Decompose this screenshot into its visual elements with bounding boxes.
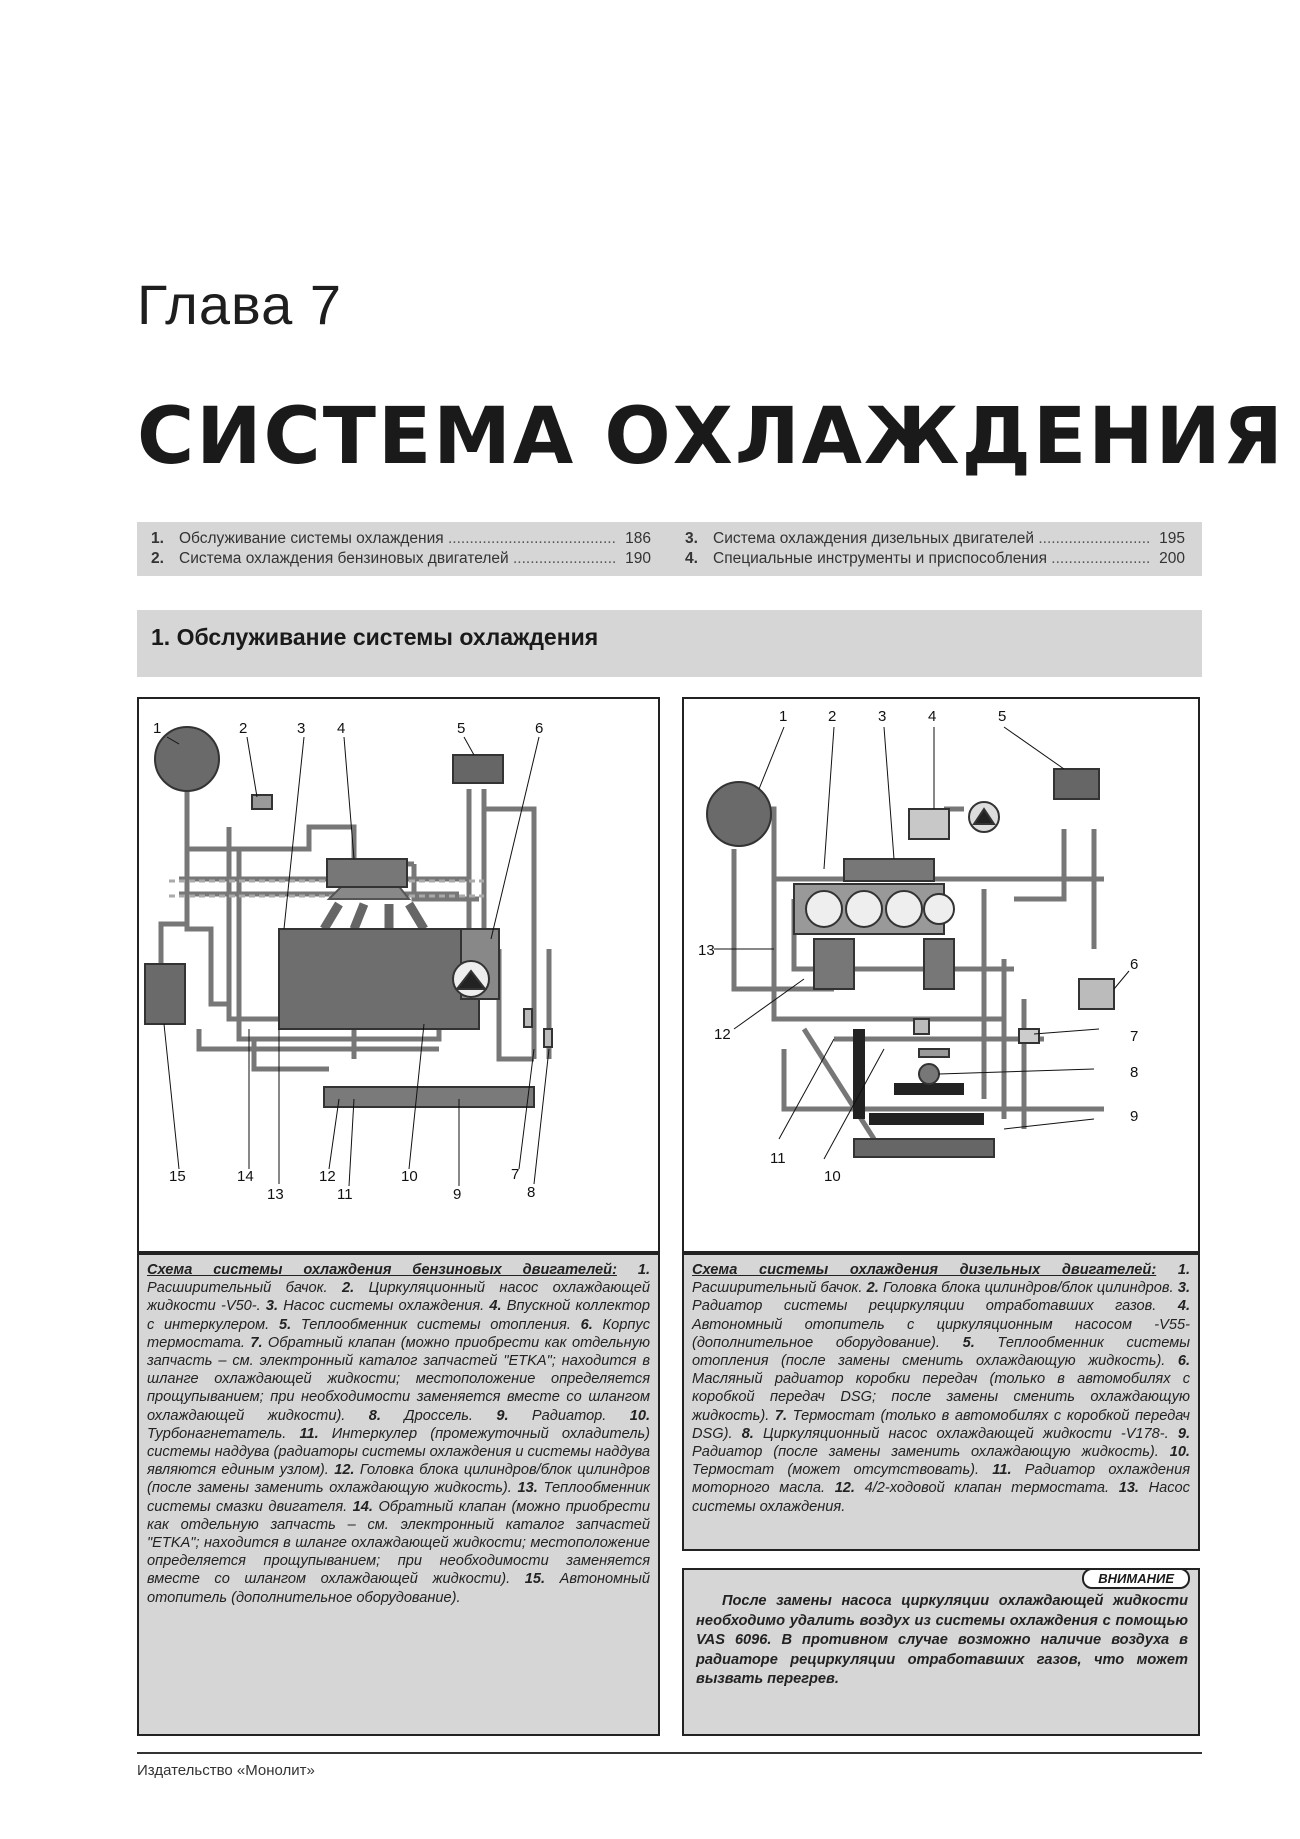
diagram-label: 7 [511,1166,520,1183]
petrol-diagram-svg [139,699,658,1251]
diagram-label: 5 [998,708,1007,725]
diagram-label: 11 [770,1150,786,1167]
caption-title: Схема системы охлаждения дизельных двигателей: [692,1262,1157,1278]
toc-number: 2. [151,550,164,567]
diagram-label: 15 [169,1168,186,1185]
diagram-label: 9 [1130,1108,1139,1125]
diagram-label: 4 [928,708,937,725]
caption-item: 11. Радиатор охлаждения моторного масла. [692,1462,1190,1497]
caption-item: 10. Термостат (может отсутствовать). [692,1444,1190,1479]
diagram-label: 1 [153,720,162,737]
section-title: 1. Обслуживание системы охлаждения [151,624,599,650]
warning-box [682,1568,1200,1736]
petrol-diagram-caption [137,1253,660,1736]
toc-text: Обслуживание системы охлаждения ..... [179,530,615,548]
caption-item: 9. Радиатор (после замены заменить охлаждающую жидкость). [692,1425,1191,1461]
diesel-cooling-diagram [682,697,1200,1253]
toc-page: 200 [1159,550,1185,567]
caption-title: Схема системы охлаждения бензиновых двигателей: [147,1262,617,1278]
caption-item: 4. Автономный отопитель с циркуляционным насосом -V55- (дополнительное оборудование). [692,1298,1190,1351]
toc-text: Система охлаждения дизельных двигателей ..... [713,530,1149,548]
diagram-label: 6 [535,720,544,737]
toc-text: Специальные инструменты и приспособления ..... [713,550,1149,568]
caption-item: 4. Впускной коллектор с интеркулером. [147,1298,650,1333]
toc-number: 1. [151,530,164,547]
caption-item: 11. Интеркулер (промежуточный охладитель) системы наддува (радиаторы системы охлаждения и системы наддува являются единым узлом). [147,1425,650,1479]
diagram-label: 10 [401,1168,418,1185]
caption-item: 1. Расширительный бачок. [147,1262,650,1297]
toc-item[interactable] [151,530,651,548]
caption-item: 7. Обратный клапан (можно приобрести как отдельную запчасть – см. электронный каталог запчастей "ETKA"; находится в шланге охлаждающей жидкости; местоположение определяется прощупыванием; при необходимости заменяется вместе со шлангом охлаждающей жидкости). [147,1334,650,1424]
toc-text: Система охлаждения бензиновых двигателей ..... [179,550,615,568]
footer-divider [137,1752,1202,1754]
caption-item: 13. Теплообменник системы смазки двигателя. [147,1480,650,1515]
caption-item: 14. Обратный клапан (можно приобрести как отдельную запчасть – см. электронный каталог запчастей "ETKA"; находится в шланге охлаждающей жидкости; местоположение определяется прощупыванием; при необходимости заменяется вместе со шлангом охлаждающей жидкости). [147,1498,650,1588]
diesel-diagram-svg [684,699,1198,1251]
toc-item[interactable] [685,530,1185,548]
diagram-label: 13 [267,1186,284,1203]
table-of-contents [137,522,1202,576]
section-header [137,610,1202,677]
caption-item: 12. 4/2-ходовой клапан термостата. [834,1480,1110,1497]
caption-item: 9. Радиатор. [496,1407,607,1424]
caption-item: 2. Циркуляционный насос охлаждающей жидкости -V50-. [147,1280,650,1315]
caption-item: 2. Головка блока цилиндров/блок цилиндров. [866,1280,1174,1297]
chapter-title: СИСТЕМА ОХЛАЖДЕНИЯ [137,392,1285,482]
caption-item: 5. Теплообменник системы отопления. [278,1316,571,1333]
diagram-label: 6 [1130,956,1139,973]
warning-text: После замены насоса циркуляции охлаждающей жидкости необходимо удалить воздух из системы охлаждения с помощью VAS 6096. В противном случае возможно наличие воздуха в радиаторе рециркуляции отработавших газов, что может вызвать перегрев. [696,1593,1188,1687]
diagram-label: 1 [779,708,788,725]
diagram-label: 7 [1130,1028,1139,1045]
diagram-label: 8 [1130,1064,1139,1081]
warning-badge: ВНИМАНИЕ [1082,1568,1190,1589]
caption-item: 1. Расширительный бачок. [692,1262,1190,1297]
diagram-label: 11 [337,1186,353,1203]
diagram-label: 2 [239,720,248,737]
toc-page: 195 [1159,530,1185,547]
diagram-label: 14 [237,1168,254,1185]
toc-page: 190 [625,550,651,567]
caption-item: 10. Турбонагнетатель. [147,1407,651,1442]
caption-item: 5. Теплообменник системы отопления (после замены сменить охлаждающую жидкость). [692,1334,1191,1370]
caption-item: 8. Циркуляционный насос охлаждающей жидкости -V178-. [741,1425,1169,1442]
diagram-label: 12 [319,1168,336,1185]
diagram-label: 4 [337,720,346,737]
toc-item[interactable] [151,550,651,568]
publisher-footer: Издательство «Монолит» [137,1762,315,1779]
diagram-label: 12 [714,1026,731,1043]
caption-item: 3. Радиатор системы рециркуляции отработавших газов. [692,1280,1190,1315]
caption-item: 8. Дроссель. [368,1407,473,1424]
toc-page: 186 [625,530,651,547]
toc-item[interactable] [685,550,1185,568]
chapter-label: Глава 7 [137,273,342,336]
diesel-diagram-caption [682,1253,1200,1551]
diagram-label: 10 [824,1168,841,1185]
diagram-label: 3 [297,720,306,737]
caption-item: 6. Корпус термостата. [147,1316,651,1351]
caption-item: 15. Автономный отопитель (дополнительное оборудование). [147,1571,650,1606]
petrol-cooling-diagram [137,697,660,1253]
toc-number: 3. [685,530,698,547]
diagram-label: 2 [828,708,837,725]
diagram-label: 8 [527,1184,536,1201]
diagram-label: 5 [457,720,466,737]
diagram-label: 9 [453,1186,462,1203]
toc-number: 4. [685,550,698,567]
caption-item: 13. Насос системы охлаждения. [692,1480,1190,1515]
diagram-label: 13 [698,942,715,959]
caption-item: 6. Масляный радиатор коробки передач (только в автомобилях с коробкой передач DSG; после замены сменить охлаждающую жидкость). [692,1353,1190,1424]
caption-item: 7. Термостат (только в автомобилях с коробкой передач DSG). [692,1407,1190,1442]
diagram-label: 3 [878,708,887,725]
caption-item: 12. Головка блока цилиндров/блок цилиндров (после замены заменить охлаждающую жидкость). [147,1462,650,1497]
caption-item: 3. Насос системы охлаждения. [265,1298,485,1315]
